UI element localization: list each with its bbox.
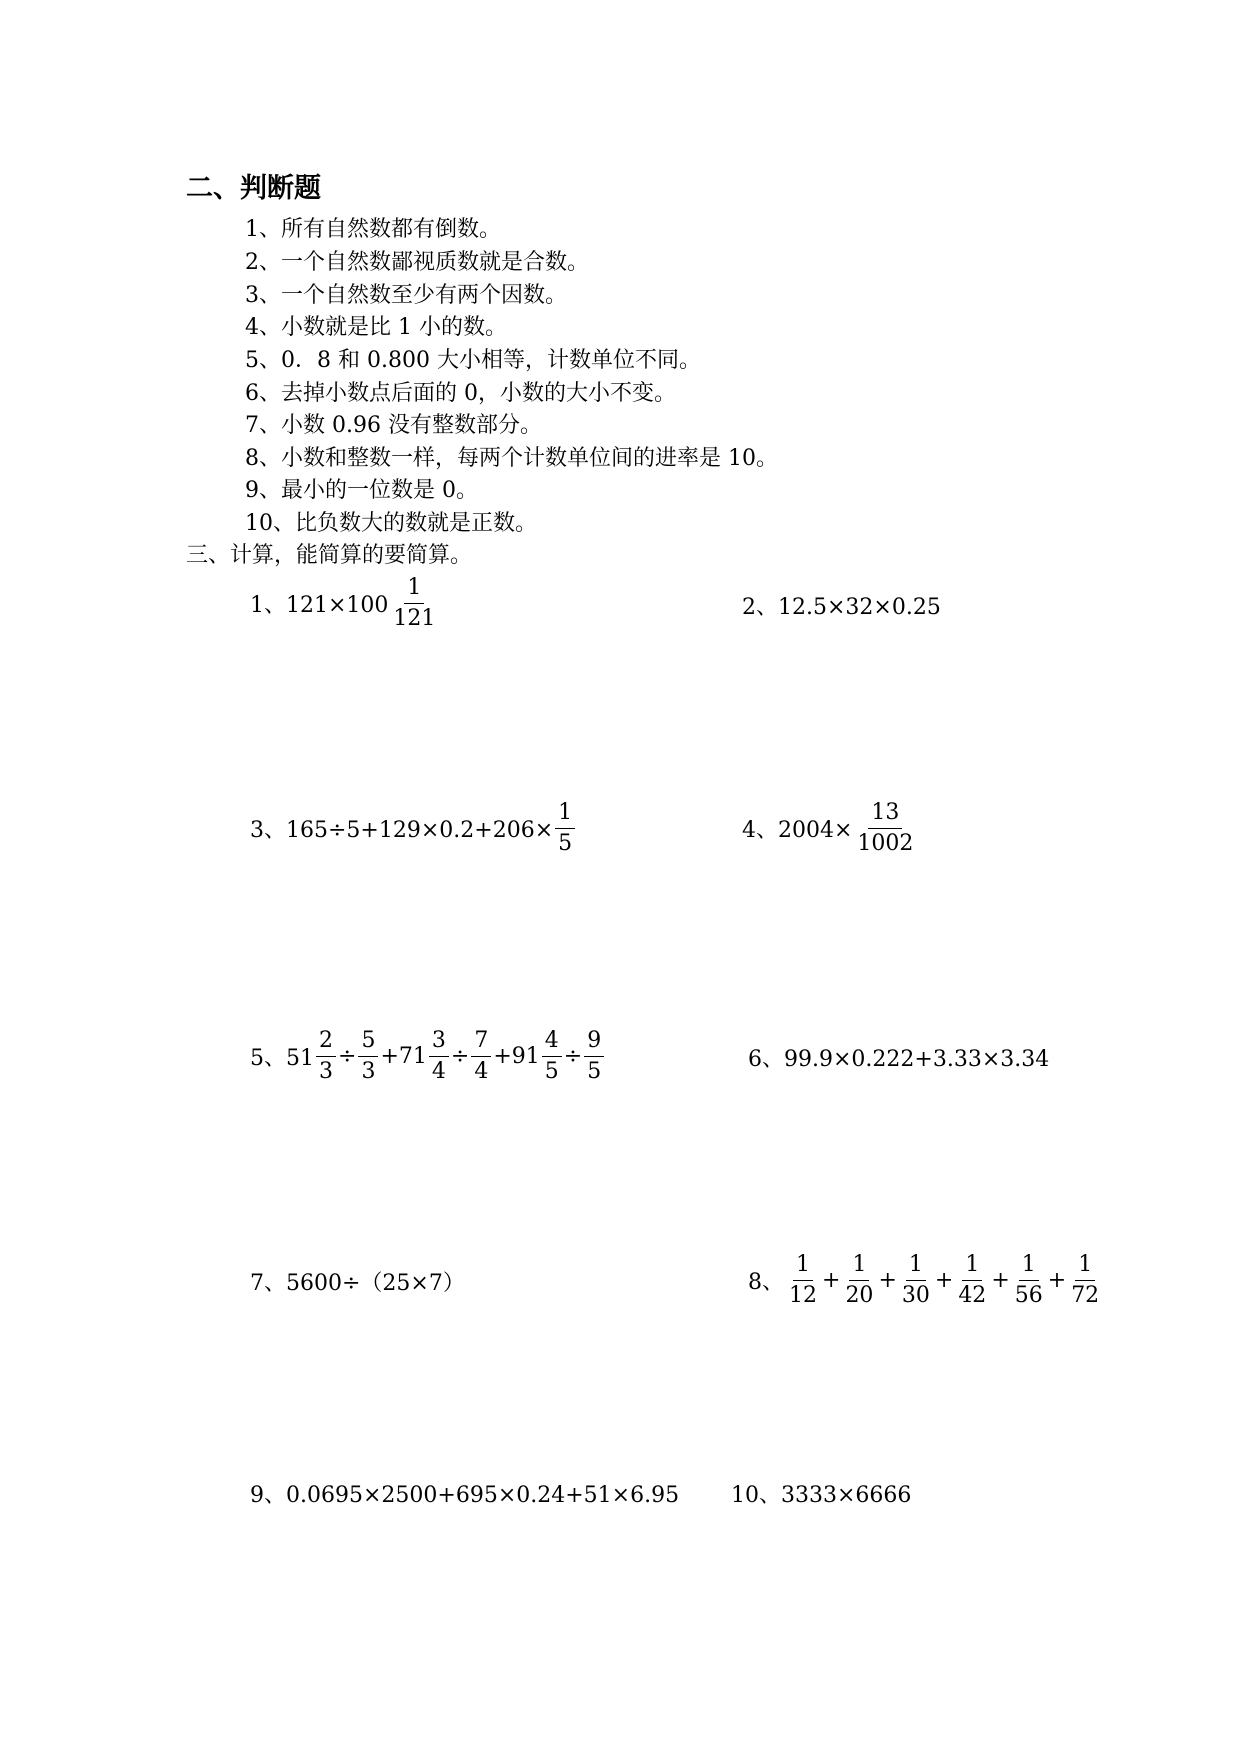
fraction: [316, 1030, 336, 1083]
calc-problem-8-prefix: 8、: [748, 1270, 784, 1295]
operator: ÷: [563, 1044, 583, 1069]
fraction: [786, 1254, 820, 1307]
fraction-numerator: 1: [1019, 1254, 1039, 1281]
calc-problem-1: [250, 577, 440, 630]
fraction: [555, 802, 575, 855]
calc-problem-9-text: 9、0.0695×2500+695×0.24+51×6.95: [250, 1483, 680, 1508]
judge-item-2: 2、一个自然数鄙视质数就是合数。: [245, 250, 589, 275]
calc-problem-8: [748, 1254, 1104, 1307]
operator: +: [1047, 1268, 1067, 1293]
fraction-numerator: 1: [906, 1254, 926, 1281]
judge-item-3: 3、一个自然数至少有两个因数。: [245, 283, 567, 308]
fraction-numerator: 1: [962, 1254, 982, 1281]
calc-problem-1-prefix: 1、121×100: [250, 593, 389, 618]
calc-problem-5: [250, 1030, 606, 1083]
fraction-numerator: 2: [316, 1030, 336, 1057]
section2-title: 二、判断题: [186, 173, 321, 204]
judge-item-9: 9、最小的一位数是 0。: [245, 478, 478, 503]
operator: +: [822, 1268, 841, 1293]
calc-problem-7-text: 7、5600÷（25×7）: [250, 1271, 465, 1296]
fraction: [390, 577, 438, 630]
calc-problem-2-text: 2、12.5×32×0.25: [742, 595, 941, 620]
fraction: [584, 1030, 604, 1083]
section3-title: 三、计算，能简算的要简算。: [186, 543, 473, 568]
calc-problem-9: [250, 1478, 679, 1509]
fraction-denominator: 3: [361, 1059, 376, 1084]
fraction-denominator: 1002: [857, 831, 914, 856]
operator: +: [878, 1268, 897, 1293]
operator: +: [991, 1268, 1010, 1293]
fraction: [429, 1030, 449, 1083]
fraction: [854, 802, 916, 855]
fraction-numerator: 1: [1075, 1254, 1095, 1281]
fraction-denominator: 121: [393, 606, 436, 631]
fraction-numerator: 1: [793, 1254, 813, 1281]
fraction: [1068, 1254, 1102, 1307]
calc-problem-10: [731, 1478, 911, 1509]
fraction-denominator: 5: [587, 1059, 602, 1084]
calc-problem-6: [748, 1042, 1049, 1073]
judge-item-10: 10、比负数大的数就是正数。: [245, 511, 537, 536]
calc-problem-4: [742, 802, 918, 855]
operator: ÷: [338, 1044, 357, 1069]
calc-problem-10-text: 10、3333×6666: [731, 1483, 912, 1508]
operator: +71: [380, 1044, 427, 1069]
fraction-denominator: 5: [558, 831, 573, 856]
fraction-denominator: 42: [958, 1283, 987, 1308]
calc-problem-7: [250, 1266, 465, 1297]
fraction: [842, 1254, 876, 1307]
fraction-denominator: 72: [1071, 1283, 1100, 1308]
fraction: [358, 1030, 378, 1083]
fraction-denominator: 30: [901, 1283, 930, 1308]
fraction: [899, 1254, 933, 1307]
fraction-numerator: 1: [555, 802, 575, 829]
calc-problem-3: [250, 802, 577, 855]
fraction-numerator: 5: [358, 1030, 378, 1057]
operator: ÷: [450, 1044, 470, 1069]
fraction: [955, 1254, 989, 1307]
judge-item-5: 5、0．8 和 0.800 大小相等，计数单位不同。: [245, 348, 701, 373]
judge-item-7: 7、小数 0.96 没有整数部分。: [245, 413, 542, 438]
fraction-denominator: 56: [1014, 1283, 1043, 1308]
operator: +91: [493, 1044, 540, 1069]
judge-item-6: 6、去掉小数点后面的 0，小数的大小不变。: [245, 381, 676, 406]
fraction-denominator: 20: [845, 1283, 874, 1308]
fraction-numerator: 13: [868, 802, 902, 829]
fraction-numerator: 7: [471, 1030, 491, 1057]
calc-problem-4-prefix: 4、2004×: [742, 818, 853, 843]
fraction-numerator: 4: [542, 1030, 562, 1057]
fraction-denominator: 4: [474, 1059, 489, 1084]
fraction-denominator: 5: [544, 1059, 559, 1084]
fraction-denominator: 3: [319, 1059, 333, 1084]
calc-problem-5-prefix: 5、51: [250, 1046, 314, 1071]
fraction-denominator: 12: [789, 1283, 817, 1308]
fraction: [1012, 1254, 1046, 1307]
fraction-numerator: 1: [849, 1254, 869, 1281]
calc-problem-6-text: 6、99.9×0.222+3.33×3.34: [748, 1047, 1050, 1072]
fraction-denominator: 4: [431, 1059, 446, 1084]
calc-problem-2: [742, 590, 941, 621]
fraction-numerator: 9: [584, 1030, 604, 1057]
judge-item-8: 8、小数和整数一样，每两个计数单位间的进率是 10。: [245, 446, 778, 471]
judge-item-1: 1、所有自然数都有倒数。: [245, 217, 501, 242]
calc-problem-3-prefix: 3、165÷5+129×0.2+206×: [250, 818, 554, 843]
fraction-numerator: 3: [429, 1030, 449, 1057]
judge-item-4: 4、小数就是比 1 小的数。: [245, 315, 507, 340]
operator: +: [934, 1268, 954, 1293]
fraction-numerator: 1: [404, 577, 424, 604]
fraction: [542, 1030, 562, 1083]
fraction: [471, 1030, 491, 1083]
